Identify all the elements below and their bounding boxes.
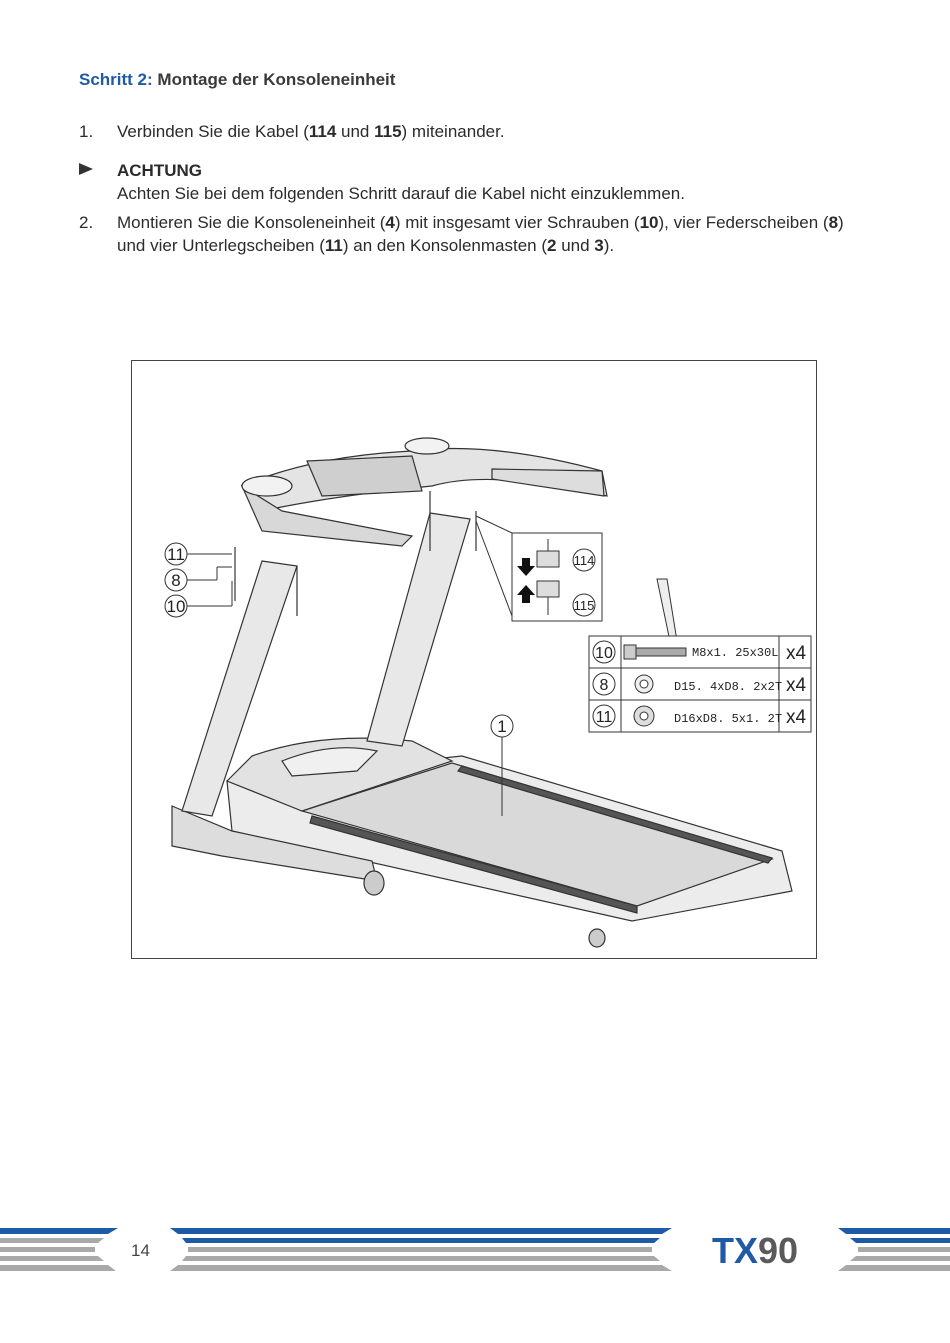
parts-row-2-id: 8 [599,677,609,694]
step-text: Verbinden Sie die Kabel (114 und 115) miteinander. [117,122,505,141]
section-heading [79,70,395,90]
callout-spring: 8 [171,571,181,590]
parts-row-1-spec: M8x1. 25x30L [692,646,779,660]
callout-cable-115: 115 [573,598,595,613]
step-number: 1. [79,122,94,141]
parts-row-2-spec: D15. 4xD8. 2x2T [674,680,783,694]
parts-table [589,636,811,732]
callout-washer: 11 [167,545,185,564]
step-text-line-1: Montieren Sie die Konsoleneinheit (4) mit insgesamt vier Schrauben (10), vier Federscheiben (8) [117,213,844,232]
page-number: 14 [131,1241,150,1260]
step-number: 2. [79,213,94,232]
parts-row-3-id: 11 [595,709,613,726]
callout-cable-114: 114 [573,553,595,568]
bolt-icon [624,645,636,659]
step-text-line-2: und vier Unterlegscheiben (11) an den Konsolenmasten (2 und 3). [117,236,615,255]
callout-frame: 1 [497,717,507,736]
parts-row-2-qty: x4 [785,675,807,696]
treadmill-drawing [132,361,818,960]
callout-bolt: 10 [166,597,186,616]
step-label: Schritt 2: [79,70,153,89]
warning-arrow-icon [79,163,93,175]
parts-row-3-qty: x4 [785,707,807,728]
step-title: Montage der Konsoleneinheit [157,70,396,89]
parts-row-3-spec: D16xD8. 5x1. 2T [674,712,783,726]
warning-title: ACHTUNG [117,161,202,180]
cable-inset [476,516,602,621]
brand-logo: TX90 [712,1230,799,1271]
assembly-figure [131,360,817,959]
parts-row-1-qty: x4 [785,643,807,664]
parts-row-1-id: 10 [595,645,613,662]
warning-text: Achten Sie bei dem folgenden Schritt darauf die Kabel nicht einzuklemmen. [117,184,685,203]
